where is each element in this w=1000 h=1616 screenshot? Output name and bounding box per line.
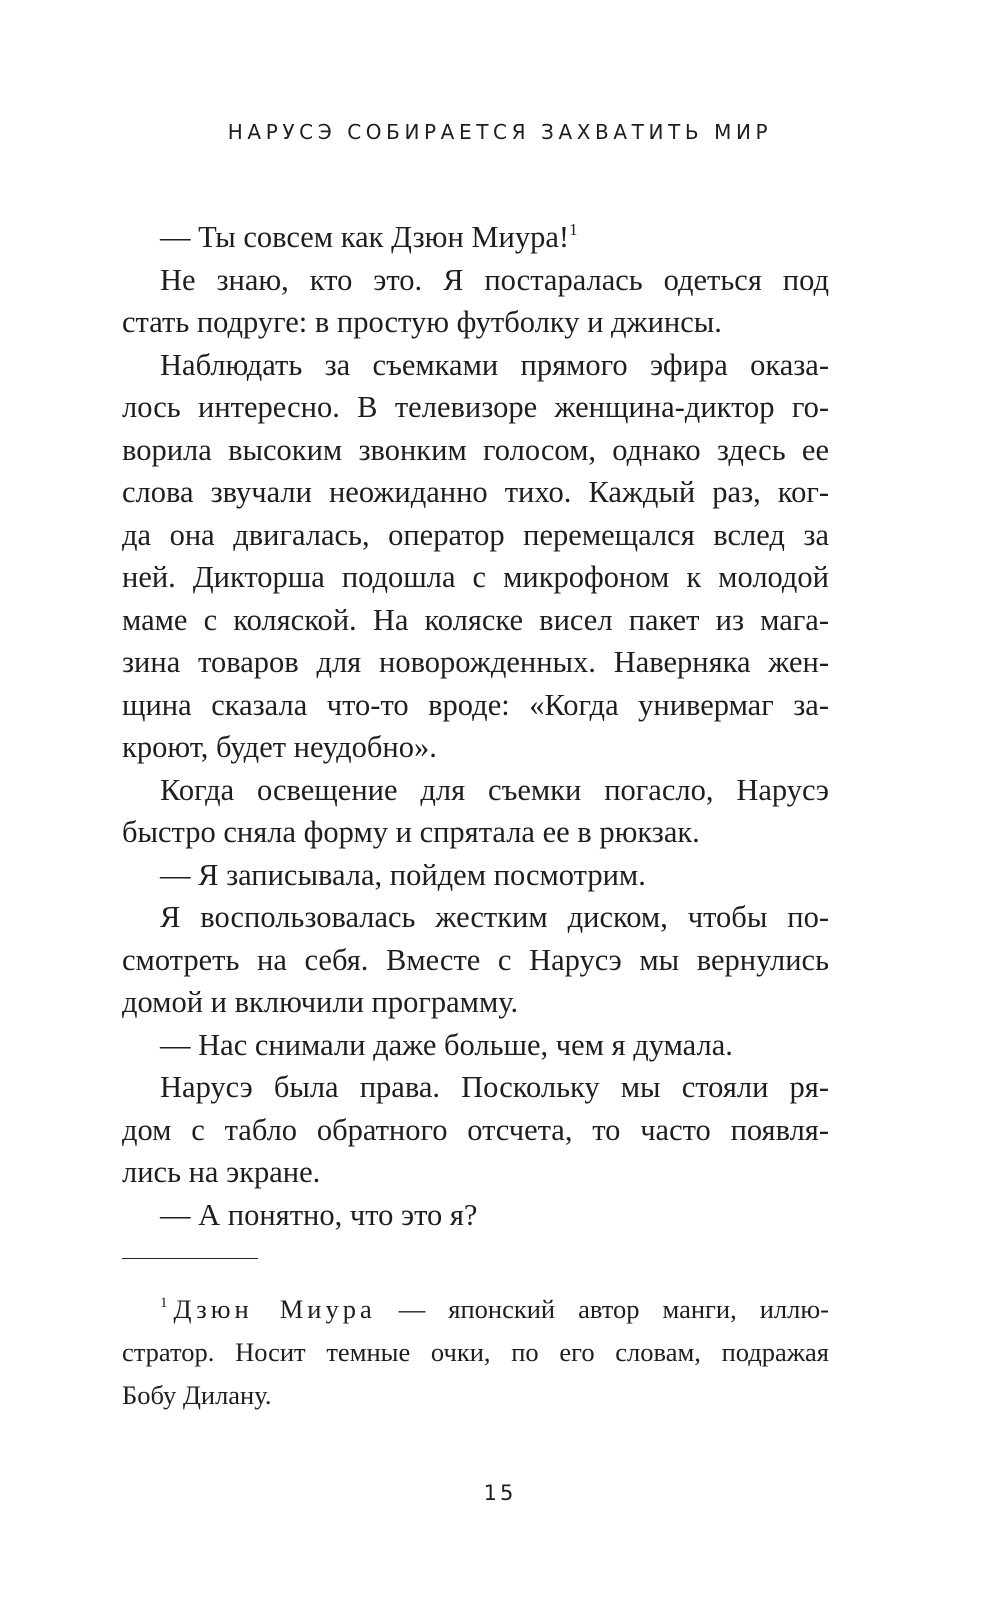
text-line: стать подруге: в простую футболку и джинсы. — [122, 305, 722, 339]
footnote-reference: 1 — [569, 220, 578, 239]
body-text — [122, 216, 829, 1236]
text-line: — А понятно, что это я? — [160, 1197, 478, 1232]
text-line: Нарусэ была права. Поскольку мы стояли ря- — [160, 1070, 829, 1104]
text-line: слова звучали неожиданно тихо. Каждый раз, ког- — [122, 475, 829, 509]
text-line: — Нас снимали даже больше, чем я думала. — [160, 1027, 733, 1062]
page-number: 15 — [483, 1481, 517, 1505]
text-line: лось интересно. В телевизоре женщина-диктор го- — [122, 390, 829, 424]
text-line: зина товаров для новорожденных. Наверняка жен- — [122, 645, 829, 679]
text-line: кроют, будет неудобно». — [122, 730, 437, 764]
footnote-marker: 1 — [160, 1295, 168, 1311]
text-line: — Я записывала, пойдем посмотрим. — [160, 857, 646, 892]
text-line: Когда освещение для съемки погасло, Нарусэ — [160, 772, 829, 807]
text-line: Не знаю, кто это. Я постаралась одеться под — [160, 262, 829, 297]
footnote-line: Бобу Дилану. — [122, 1380, 272, 1410]
text-line: щина сказала что-то вроде: «Когда универмаг за- — [122, 687, 829, 722]
footnote-line: стратор. Носит темные очки, по его словам, подражая — [122, 1337, 829, 1367]
running-header: НАРУСЭ СОБИРАЕТСЯ ЗАХВАТИТЬ МИР — [227, 120, 773, 144]
footnote-term: Дзюн Миура — [173, 1294, 376, 1324]
text-line: ворила высоким звонким голосом, однако здесь ее — [122, 432, 829, 467]
text-line: да она двигалась, оператор перемещался вслед за — [122, 517, 829, 552]
footnote-line: $^1$ Дзюн Миура — японский автор манги, иллю- — [160, 1294, 829, 1324]
text-line: маме с коляской. На коляске висел пакет из мага- — [122, 602, 829, 637]
footnote — [122, 1288, 829, 1417]
text-line: лись на экране. — [122, 1155, 321, 1189]
text-line: быстро сняла форму и спрятала ее в рюкзак. — [122, 815, 700, 849]
text-line: Наблюдать за съемками прямого эфира оказа- — [160, 347, 829, 382]
text-line: Я воспользовалась жестким диском, чтобы по- — [160, 900, 829, 934]
text-line: — Ты совсем как Дзюн Миура!$^1$ — [160, 220, 578, 254]
text-line: ней. Дикторша подошла с микрофоном к молодой — [122, 560, 829, 594]
text-line: дом с табло обратного отсчета, то часто появля- — [122, 1112, 829, 1147]
text-line: домой и включили программу. — [122, 985, 519, 1019]
text-line: смотреть на себя. Вместе с Нарусэ мы вернулись — [122, 942, 829, 977]
footnote-divider — [122, 1258, 258, 1259]
